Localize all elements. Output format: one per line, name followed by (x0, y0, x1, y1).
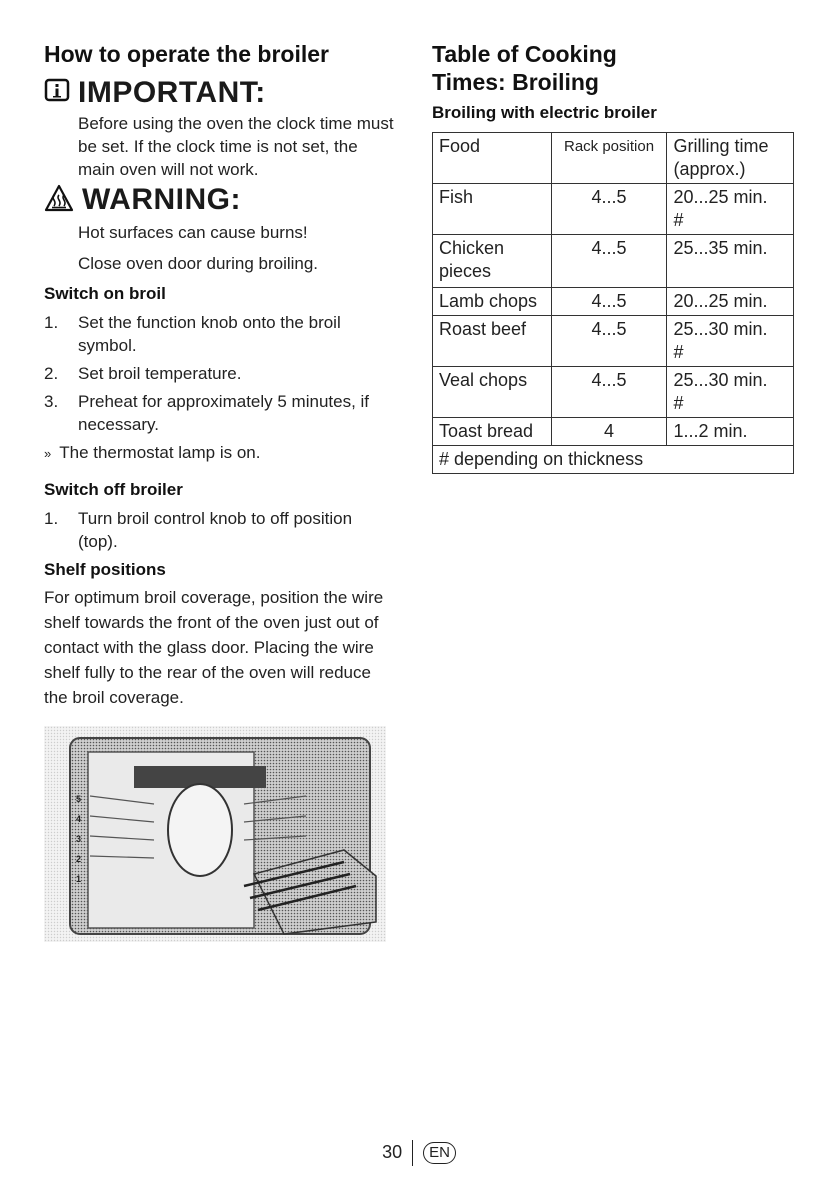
table-row: Roast beef 4...5 25...30 min. # (433, 316, 794, 367)
important-title: IMPORTANT: (78, 76, 266, 109)
warning-text-block (44, 221, 396, 275)
table-row: Lamb chops 4...5 20...25 min. (433, 288, 794, 316)
important-text: Before using the oven the clock time must be set. If the clock time is not set, the main oven will not work. (78, 114, 394, 179)
result-text: The thermostat lamp is on. (59, 443, 261, 462)
table-row: Veal chops 4...5 25...30 min. # (433, 367, 794, 418)
list-item: 3. Preheat for approximately 5 minutes, if necessary. (44, 392, 370, 434)
info-icon (44, 78, 70, 109)
table-row: Chicken pieces 4...5 25...35 min. (433, 235, 794, 288)
cooking-times-table (432, 132, 794, 474)
table-row: Fish 4...5 20...25 min. # (433, 184, 794, 235)
rack-number-5: 5 (76, 794, 82, 804)
rack-number-4: 4 (76, 814, 82, 824)
result-marker: » (44, 446, 52, 461)
right-column (432, 40, 794, 474)
table-footnote-row (433, 446, 794, 474)
table-row: Toast bread 4 1...2 min. (433, 418, 794, 446)
result-line (44, 441, 396, 465)
header-rack-position: Rack position (551, 133, 667, 184)
rack-number-3: 3 (76, 834, 82, 844)
list-item: 2. Set broil temperature. (44, 364, 242, 383)
important-text-block (44, 112, 396, 181)
warning-callout (44, 183, 396, 217)
oven-illustration (44, 726, 386, 942)
shelf-heading: Shelf positions (44, 560, 166, 579)
rack-number-2: 2 (76, 854, 82, 864)
left-column (44, 40, 396, 710)
table-footnote: # depending on thickness (433, 446, 794, 474)
switch-on-steps (44, 311, 396, 436)
switch-on-heading: Switch on broil (44, 284, 166, 303)
warning-line-2: Close oven door during broiling. (78, 254, 319, 273)
language-badge: EN (423, 1142, 456, 1164)
header-food: Food (433, 133, 552, 184)
footer-divider (412, 1140, 413, 1166)
header-grilling-time: Grilling time (approx.) (667, 133, 794, 184)
table-header-row (433, 133, 794, 184)
switch-off-heading: Switch off broiler (44, 480, 183, 499)
warning-line-1: Hot surfaces can cause burns! (78, 223, 308, 242)
hot-surface-warning-icon (44, 184, 74, 217)
list-item: 1. Set the function knob onto the broil symbol. (44, 313, 341, 355)
warning-title: WARNING: (82, 183, 241, 216)
section-heading: How to operate the broiler (44, 41, 329, 67)
list-item: 1. Turn broil control knob to off position (top). (44, 509, 353, 551)
table-subheading: Broiling with electric broiler (432, 103, 657, 122)
page-footer (0, 1140, 838, 1166)
important-callout (44, 76, 396, 110)
table-heading-line-2: Times: Broiling (432, 69, 599, 95)
page-number: 30 (382, 1141, 403, 1162)
switch-off-steps (44, 507, 396, 553)
shelf-text: For optimum broil coverage, position the wire shelf towards the front of the oven just out of contact with the glass door. Placing the wire shelf fully to the rear of the oven will reduce the broil coverage. (44, 588, 384, 707)
table-heading-line-1: Table of Cooking (432, 41, 617, 67)
rack-number-1: 1 (76, 874, 82, 884)
